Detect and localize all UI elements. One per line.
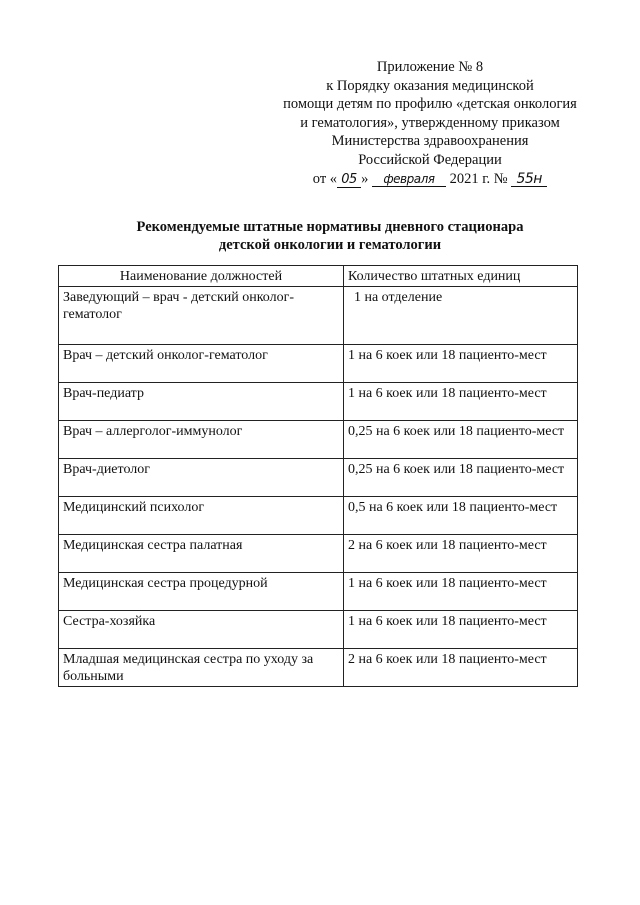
handwritten-day: 05 — [337, 173, 361, 188]
appendix-ref-line-1: к Порядку оказания медицинской — [326, 77, 534, 94]
position-cell: Врач – детский онколог-гематолог — [59, 345, 344, 383]
date-year: 2021 г. № — [449, 170, 508, 187]
units-text: 1 на отделение — [353, 290, 443, 305]
table-row — [59, 459, 578, 497]
handwritten-order-number: 55н — [511, 172, 547, 187]
units-cell: 1 на 6 коек или 18 пациенто-мест — [343, 611, 577, 649]
header-units: Количество штатных единиц — [343, 266, 577, 287]
units-cell: 0,25 на 6 коек или 18 пациенто-мест — [343, 459, 577, 497]
title-line-1: Рекомендуемые штатные нормативы дневного стационара — [136, 219, 524, 235]
header-position: Наименование должностей — [59, 266, 344, 287]
table-row — [59, 573, 578, 611]
staffing-table — [58, 265, 578, 687]
table-row — [59, 649, 578, 687]
appendix-ref-line-4: Министерства здравоохранения — [331, 133, 529, 150]
position-cell: Медицинская сестра процедурной — [59, 573, 344, 611]
title-line-2: детской онкологии и гематологии — [218, 237, 442, 253]
units-cell: 1 на 6 коек или 18 пациенто-мест — [343, 573, 577, 611]
position-cell: Сестра-хозяйка — [59, 611, 344, 649]
table-row — [59, 383, 578, 421]
units-cell: 2 на 6 коек или 18 пациенто-мест — [343, 649, 577, 687]
document-title — [80, 218, 580, 254]
position-cell: Заведующий – врач - детский онколог-гематолог — [59, 287, 344, 345]
date-prefix: от « — [312, 170, 338, 187]
table-row — [59, 535, 578, 573]
appendix-ref-line-5: Российской Федерации — [358, 151, 502, 168]
position-cell: Младшая медицинская сестра по уходу за больными — [59, 649, 344, 687]
table-header-row — [59, 266, 578, 287]
units-cell: 1 на 6 коек или 18 пациенто-мест — [343, 345, 577, 383]
position-cell: Врач – аллерголог-иммунолог — [59, 421, 344, 459]
position-cell: Врач-педиатр — [59, 383, 344, 421]
units-cell: 1 на 6 коек или 18 пациенто-мест — [343, 383, 577, 421]
handwritten-month: февраля — [372, 172, 446, 187]
appendix-ref-line-3: и гематология», утвержденному приказом — [300, 114, 560, 131]
appendix-ref-line-2: помощи детям по профилю «детская онкология — [283, 96, 577, 113]
table-row — [59, 497, 578, 535]
appendix-header — [270, 58, 590, 188]
table-row — [59, 287, 578, 345]
appendix-number: Приложение № 8 — [376, 59, 484, 75]
position-cell: Медицинский психолог — [59, 497, 344, 535]
units-cell: 0,25 на 6 коек или 18 пациенто-мест — [343, 421, 577, 459]
units-cell: 0,5 на 6 коек или 18 пациенто-мест — [343, 497, 577, 535]
table-row — [59, 611, 578, 649]
order-date-line — [270, 170, 590, 189]
position-cell: Врач-диетолог — [59, 459, 344, 497]
table-row — [59, 345, 578, 383]
units-cell — [343, 287, 577, 345]
date-mid: » — [361, 170, 369, 187]
table-row — [59, 421, 578, 459]
units-cell: 2 на 6 коек или 18 пациенто-мест — [343, 535, 577, 573]
position-cell: Медицинская сестра палатная — [59, 535, 344, 573]
